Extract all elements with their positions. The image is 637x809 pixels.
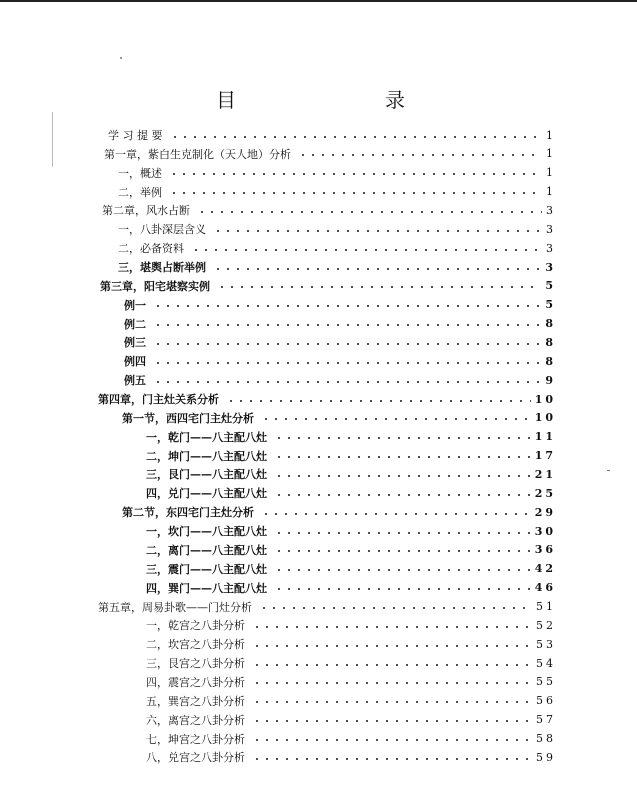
dot-leader [252, 645, 532, 647]
dot-leader [252, 664, 532, 666]
dot-leader [274, 456, 531, 458]
toc-entry [146, 447, 556, 465]
dot-leader [217, 286, 541, 288]
toc-entry-title: 三，堪舆占断举例 [118, 261, 206, 275]
toc-entry-title: 一，八卦深层含义 [118, 223, 206, 237]
toc-entry [146, 522, 556, 540]
toc-entry [98, 390, 556, 408]
toc-entry [146, 560, 556, 578]
dot-leader [252, 626, 532, 628]
toc-entry-page-number: 56 [536, 694, 556, 708]
toc-entry [98, 598, 556, 616]
toc-entry-title: 四，巽门——八主配八灶 [146, 581, 267, 595]
dot-leader [191, 249, 542, 251]
toc-entry [146, 635, 556, 653]
toc-entry-page-number: 25 [534, 486, 556, 500]
dot-leader [298, 154, 542, 156]
toc-entry-title: 三，艮门——八主配八灶 [146, 468, 267, 482]
toc-entry [124, 315, 556, 333]
toc-entry-page-number: 10 [534, 411, 556, 425]
toc-entry [104, 145, 556, 163]
dot-leader [213, 230, 542, 232]
page-title [0, 84, 637, 114]
toc-entry-page-number: 52 [536, 618, 556, 632]
toc-entry-page-number: 29 [534, 505, 556, 519]
toc-entry-title: 三，震门——八主配八灶 [146, 562, 267, 576]
toc-entry [124, 296, 556, 314]
toc-entry-page-number: 30 [534, 524, 556, 538]
dot-leader [153, 305, 541, 307]
toc-entry [124, 352, 556, 370]
toc-entry-page-number: 55 [536, 675, 556, 689]
toc-entry-page-number: 1 [546, 185, 556, 199]
dot-leader [252, 739, 532, 741]
scan-speck [607, 470, 610, 471]
toc-entry [122, 409, 556, 427]
toc-entry [146, 654, 556, 672]
toc-entry-page-number: 58 [536, 732, 556, 746]
toc-entry-page-number: 36 [534, 543, 556, 557]
dot-leader [153, 343, 541, 345]
toc-entry-title: 二，坤门——八主配八灶 [146, 449, 267, 463]
toc-entry-page-number: 46 [534, 581, 556, 595]
dot-leader [261, 418, 531, 420]
toc-entry-title: 第五章，周易卦歌——门灶分析 [98, 600, 252, 614]
toc-entry-page-number: 21 [534, 467, 556, 481]
toc-entry-title: 第一章，紫白生克制化（天人地）分析 [104, 147, 291, 161]
toc-entry-title: 三，艮宫之八卦分析 [146, 657, 245, 671]
toc-entry-page-number: 1 [546, 147, 556, 161]
toc-entry-title: 一，乾宫之八卦分析 [146, 619, 245, 633]
toc-entry-page-number: 3 [545, 260, 556, 274]
toc-entry [146, 711, 556, 729]
toc-entry-page-number: 5 [545, 298, 556, 312]
toc-entry [118, 164, 556, 182]
toc-entry-title: 八，兑宫之八卦分析 [146, 751, 245, 765]
toc-entry-page-number: 57 [536, 713, 556, 727]
dot-leader [153, 381, 541, 383]
title-char-right: 录 [385, 88, 405, 112]
toc-entry-page-number: 10 [534, 392, 556, 406]
toc-entry-title: 一，概述 [118, 166, 162, 180]
toc-entry-title: 一，坎门——八主配八灶 [146, 525, 267, 539]
toc-entry-title: 七，坤宫之八卦分析 [146, 732, 245, 746]
dot-leader [169, 192, 542, 194]
toc-entry [146, 673, 556, 691]
dot-leader [259, 607, 532, 609]
toc-entry [146, 692, 556, 710]
toc-entry-title: 第四章，门主灶关系分析 [98, 393, 219, 407]
toc-entry-page-number: 1 [546, 166, 556, 180]
dot-leader [213, 268, 541, 270]
toc-entry [102, 201, 556, 219]
toc-entry-page-number: 5 [545, 279, 556, 293]
toc-entry-title: 例二 [124, 317, 146, 331]
toc-entry [118, 183, 556, 201]
toc-entry-title: 四，震宫之八卦分析 [146, 675, 245, 689]
toc-entry-page-number: 8 [545, 354, 556, 368]
toc-entry-title: 二，离门——八主配八灶 [146, 543, 267, 557]
toc-entry-title: 二，坎宫之八卦分析 [146, 638, 245, 652]
dot-leader [153, 324, 541, 326]
toc-entry-title: 学 习 提 要 [108, 129, 163, 142]
dot-leader [252, 701, 532, 703]
toc-entry [146, 484, 556, 502]
toc-entry-title: 二，必备资料 [118, 242, 184, 256]
toc-entry-title: 例四 [124, 355, 146, 369]
dot-leader [261, 513, 531, 515]
toc-entry-title: 六，离宫之八卦分析 [146, 713, 245, 727]
toc-entry-title: 例一 [124, 298, 146, 312]
toc-entry-page-number: 11 [534, 430, 556, 444]
dot-leader [226, 400, 531, 402]
toc-entry-title: 第一节，西四宅门主灶分析 [122, 411, 254, 425]
dot-leader [274, 494, 531, 496]
toc-entry-page-number: 8 [545, 317, 556, 331]
toc-entry [146, 541, 556, 559]
toc-entry [100, 277, 556, 295]
toc-entry-title: 例三 [124, 336, 146, 350]
toc-entry [146, 465, 556, 483]
toc-entry [122, 503, 556, 521]
toc-entry [124, 333, 556, 351]
toc-entry [146, 748, 556, 766]
toc-entry [146, 579, 556, 597]
toc-entry-page-number: 8 [545, 335, 556, 349]
toc-entry [118, 239, 556, 257]
toc-entry-page-number: 9 [545, 373, 556, 387]
title-char-left: 目 [216, 88, 236, 112]
toc-entry [146, 428, 556, 446]
dot-leader [274, 588, 531, 590]
toc-entry-title: 四，兑门——八主配八灶 [146, 487, 267, 501]
toc-entry-page-number: 51 [536, 600, 556, 613]
toc-entry-page-number: 3 [546, 203, 556, 217]
dot-leader [252, 720, 532, 722]
dot-leader [170, 136, 543, 138]
dot-leader [274, 532, 531, 534]
toc-entry-page-number: 17 [534, 449, 556, 463]
toc-entry [118, 258, 556, 276]
toc-entry [124, 371, 556, 389]
dot-leader [153, 362, 541, 364]
toc-entry [146, 730, 556, 748]
dot-leader [252, 682, 532, 684]
toc-entry-page-number: 3 [546, 222, 556, 236]
dot-leader [274, 569, 531, 571]
toc-entry-page-number: 3 [546, 241, 556, 255]
dot-leader [274, 550, 531, 552]
scan-speck [120, 57, 122, 59]
toc-entry-page-number: 54 [536, 656, 556, 670]
toc-entry-title: 第三章，阳宅堪察实例 [100, 279, 210, 293]
dot-leader [252, 758, 532, 760]
toc-entry-title: 第二节，东四宅门主灶分析 [122, 506, 254, 520]
toc-entry-page-number: 53 [536, 637, 556, 651]
toc-entry-page-number: 42 [534, 562, 556, 576]
toc-entry [118, 220, 556, 238]
dot-leader [274, 437, 531, 439]
dot-leader [197, 211, 542, 213]
toc-entry-title: 二，举例 [118, 185, 162, 199]
toc-entry [108, 126, 556, 144]
toc-entry-page-number: 59 [536, 750, 556, 764]
toc-entry-title: 例五 [124, 374, 146, 388]
toc-entry-title: 五，巽宫之八卦分析 [146, 694, 245, 708]
scan-margin-mark [52, 112, 53, 167]
dot-leader [169, 173, 542, 175]
toc-entry-page-number: 1 [546, 128, 556, 142]
top-border-line [0, 0, 637, 2]
toc-entry [146, 616, 556, 634]
toc-entry-title: 一，乾门——八主配八灶 [146, 430, 267, 444]
toc-entry-title: 第二章，风水占断 [102, 204, 190, 218]
dot-leader [274, 475, 531, 477]
